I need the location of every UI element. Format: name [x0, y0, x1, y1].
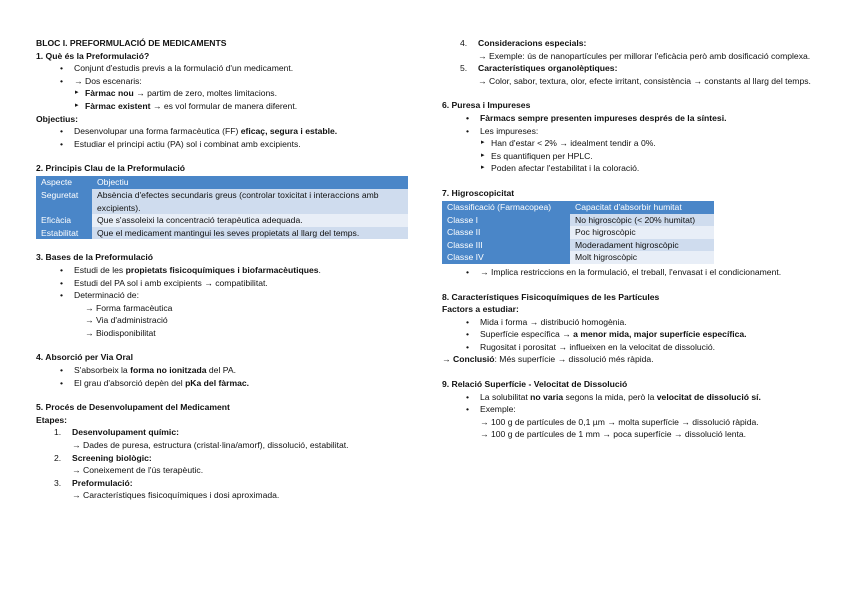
bold-text: pKa del fàrmac. [185, 377, 250, 388]
sub-item: → Forma farmacèutica [85, 302, 173, 313]
bold-text: Característiques organolèptiques: [478, 63, 618, 74]
section-4 [36, 351, 408, 389]
bullet [74, 264, 408, 277]
bullet: • Exemple: [480, 403, 822, 416]
table-value-cell: Absència d'efectes secundaris greus (controlar toxicitat i interaccions amb excipients). [92, 189, 408, 214]
bold-text: a menor mida, major superfície específica. [573, 329, 747, 340]
bullet: • Estudi del PA sol i amb excipients → compatibilitat. [74, 277, 408, 290]
section-2-heading: 2. Principis Clau de la Preformulació [36, 163, 186, 174]
table-key-cell: Classe II [442, 226, 570, 239]
left-column [36, 37, 408, 502]
right-column [442, 37, 822, 441]
table-key-cell: Classe IV [442, 251, 570, 264]
section-6 [442, 99, 822, 175]
sub-bullet: ▸ Es quantifiquen per HPLC. [491, 150, 822, 163]
text: → es vol formular de manera diferent. [150, 100, 298, 111]
table-value-cell: No higroscòpic (< 20% humitat) [570, 214, 714, 227]
table-value-cell: Poc higroscòpic [570, 226, 714, 239]
sub-item: → Via d'administració [85, 315, 168, 326]
numbered-item [460, 62, 822, 75]
text: del PA. [206, 365, 236, 376]
section-9 [442, 378, 822, 441]
principles-table [36, 176, 408, 239]
item-description: → Color, sabor, textura, olor, efecte irritant, consistència → constants al llarg del temps. [478, 75, 811, 86]
sub-item: → 100 g de partícules de 0,1 µm → molta superfície → dissolució ràpida. [480, 416, 759, 427]
bullet: • Determinació de: [74, 289, 408, 302]
table-row [36, 214, 408, 227]
bullet: • Mida i forma → distribució homogènia. [480, 316, 822, 329]
item-number: 1. [54, 427, 62, 438]
section-6-heading: 6. Puresa i Impureses [442, 100, 531, 111]
section-8-heading: 8. Característiques Fisicoquímiques de les Partícules [442, 291, 660, 302]
bullet [480, 328, 822, 341]
section-5 [36, 401, 408, 502]
stages-heading: Etapes: [36, 414, 68, 425]
table-header-cell: Classificació (Farmacopea) [442, 201, 570, 214]
table-header-cell: Aspecte [36, 176, 92, 189]
text: . [318, 264, 321, 275]
bullet: • → Dos escenaris: [74, 75, 408, 88]
text: → [442, 354, 453, 365]
section-5-continued [442, 37, 822, 87]
section-7-heading: 7. Higroscopicitat [442, 187, 515, 198]
objectives-heading: Objectius: [36, 113, 79, 124]
table-key-cell: Seguretat [36, 189, 92, 214]
text: Desenvolupar una forma farmacèutica (FF) [74, 126, 241, 137]
bullet: • → Implica restriccions en la formulació, el treball, l'envasat i el condicionament. [480, 266, 822, 279]
text: Superfície específica → [480, 329, 574, 340]
numbered-item [54, 452, 408, 465]
bullet [74, 364, 408, 377]
bold-text: Screening biològic: [72, 452, 152, 463]
section-2 [36, 162, 408, 239]
bold-text: velocitat de dissolució sí. [656, 391, 761, 402]
hygroscopicity-table [442, 201, 714, 264]
bullet: • Conjunt d'estudis previs a la formulació d'un medicament. [74, 62, 408, 75]
bold-text: Conclusió [452, 354, 495, 365]
text: S'absorbeix la [74, 365, 131, 376]
bold-text: Fàrmac existent [85, 100, 151, 111]
table-header-cell: Capacitat d'absorbir humitat [570, 201, 714, 214]
section-3 [36, 251, 408, 339]
text: : Més superfície → dissolució més ràpida. [494, 354, 654, 365]
bullet [74, 377, 408, 390]
conclusion [442, 353, 822, 366]
item-number: 5. [460, 63, 468, 74]
item-description: → Dades de puresa, estructura (cristal·lina/amorf), dissolució, estabilitat. [72, 440, 349, 451]
bold-text: eficaç, segura i estable. [240, 126, 338, 137]
section-1-heading: 1. Què és la Preformulació? [36, 50, 150, 61]
sub-bullet: ▸ Han d'estar < 2% → idealment tendir a 0%. [491, 137, 822, 150]
bold-text: Preformulació: [72, 477, 133, 488]
numbered-item [54, 426, 408, 439]
sub-bullet [85, 100, 408, 113]
table-value-cell: Que s'assoleixi la concentració terapèutica adequada. [92, 214, 408, 227]
table-header-row [36, 176, 408, 189]
document-title: BLOC I. PREFORMULACIÓ DE MEDICAMENTS [36, 38, 227, 48]
bold-text: no varia [530, 391, 564, 402]
table-row [442, 226, 714, 239]
numbered-item [460, 37, 822, 50]
table-value-cell: Moderadament higroscòpic [570, 239, 714, 252]
table-header-row [442, 201, 714, 214]
table-row [442, 214, 714, 227]
table-row [36, 189, 408, 214]
bold-text: propietats fisicoquímiques i biofarmacèutiques [125, 264, 319, 275]
text: Estudi de les [74, 264, 126, 275]
table-key-cell: Classe III [442, 239, 570, 252]
item-description: → Característiques fisicoquímiques i dosi aproximada. [72, 490, 280, 501]
sub-item: → 100 g de partícules de 1 mm → poca superfície → dissolució lenta. [480, 429, 747, 440]
table-value-cell: Molt higroscòpic [570, 251, 714, 264]
table-key-cell: Estabilitat [36, 227, 92, 240]
bold-text: forma no ionitzada [130, 365, 207, 376]
bold-text: Desenvolupament químic: [72, 427, 179, 438]
table-value-cell: Que el medicament mantingui les seves propietats al llarg del temps. [92, 227, 408, 240]
table-row [442, 239, 714, 252]
item-number: 3. [54, 477, 62, 488]
item-number: 2. [54, 452, 62, 463]
table-row [442, 251, 714, 264]
section-4-heading: 4. Absorció per Via Oral [36, 352, 133, 363]
text: El grau d'absorció depèn del [74, 377, 186, 388]
text: La solubilitat [480, 391, 531, 402]
section-1 [36, 50, 408, 151]
section-5-heading: 5. Procés de Desenvolupament del Medicament [36, 402, 230, 413]
table-key-cell: Classe I [442, 214, 570, 227]
table-header-cell: Objectiu [92, 176, 408, 189]
numbered-item [54, 477, 408, 490]
sub-item: → Biodisponibilitat [85, 327, 156, 338]
sub-bullet: ▸ Poden afectar l'estabilitat i la coloració. [491, 162, 822, 175]
section-9-heading: 9. Relació Superfície - Velocitat de Dissolució [442, 379, 628, 390]
text: → partim de zero, moltes limitacions. [133, 88, 277, 99]
section-3-heading: 3. Bases de la Preformulació [36, 252, 154, 263]
bullet [480, 391, 822, 404]
sub-bullet [85, 87, 408, 100]
factors-heading: Factors a estudiar: [442, 304, 519, 315]
item-number: 4. [460, 38, 468, 48]
bullet: • Fàrmacs sempre presenten impureses després de la síntesi. [480, 112, 822, 125]
table-row [36, 227, 408, 240]
item-description: → Exemple: ús de nanopartícules per millorar l'eficàcia però amb dosificació complexa. [478, 50, 811, 61]
table-key-cell: Eficàcia [36, 214, 92, 227]
bullet [74, 125, 408, 138]
bold-text: Fàrmac nou [85, 88, 134, 99]
bold-text: Consideracions especials: [478, 38, 587, 48]
section-7 [442, 187, 822, 279]
bullet: • Rugositat i porositat → influeixen en la velocitat de dissolució. [480, 341, 822, 354]
bullet: • Les impureses: [480, 125, 822, 138]
text: segons la mida, però la [563, 391, 657, 402]
bullet: • Estudiar el principi actiu (PA) sol i combinat amb excipients. [74, 138, 408, 151]
section-8 [442, 291, 822, 367]
item-description: → Coneixement de l'ús terapèutic. [72, 465, 204, 476]
